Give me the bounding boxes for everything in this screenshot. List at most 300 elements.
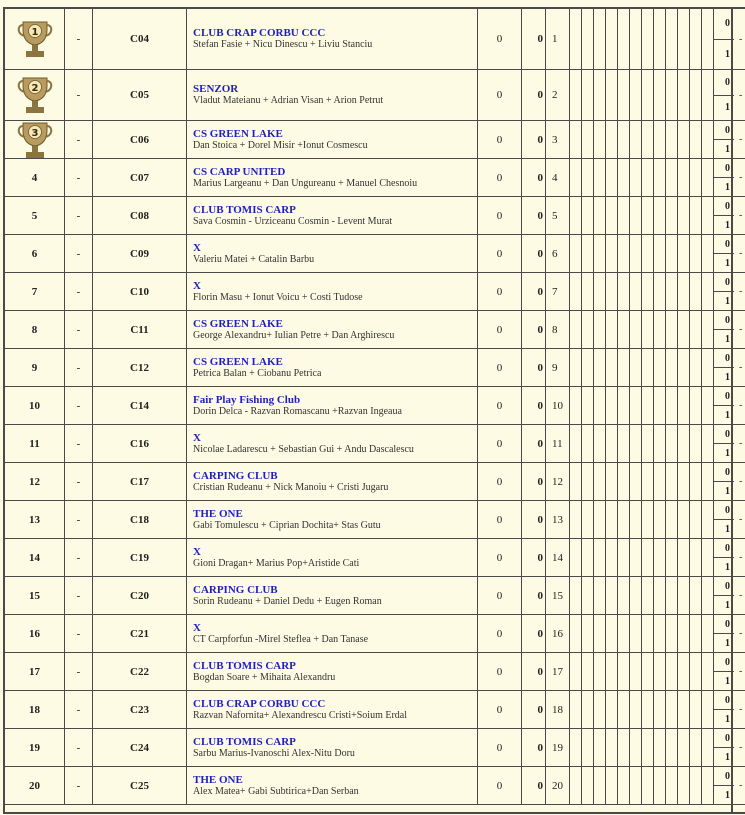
points-value: 0 bbox=[537, 33, 543, 45]
dash-text: - bbox=[76, 285, 81, 298]
code-cell bbox=[93, 235, 187, 272]
team-members: Gabi Tomulescu + Ciprian Dochita+ Stas Gutu bbox=[193, 519, 381, 531]
score-value: 0 bbox=[496, 703, 503, 716]
code-cell bbox=[93, 273, 187, 310]
grid-divider bbox=[689, 159, 690, 196]
grid-divider bbox=[713, 501, 714, 538]
grid-divider bbox=[689, 197, 690, 234]
grid-divider bbox=[617, 767, 618, 804]
grid-divider bbox=[581, 387, 582, 424]
position-cell bbox=[546, 425, 570, 462]
team-name[interactable]: CLUB CRAP CORBU CCC bbox=[193, 27, 326, 39]
grid-divider bbox=[653, 159, 654, 196]
team-code: C23 bbox=[130, 703, 149, 716]
team-cell bbox=[187, 615, 478, 652]
rank-value: 9 bbox=[31, 361, 38, 374]
position-value: 18 bbox=[552, 703, 563, 716]
rank-cell bbox=[5, 539, 65, 576]
points-cell bbox=[522, 729, 546, 766]
grid-divider bbox=[701, 501, 702, 538]
side-dash: - bbox=[739, 172, 743, 183]
sector-top: 0 bbox=[714, 615, 734, 634]
grid-divider bbox=[701, 121, 702, 158]
side-dash: - bbox=[739, 89, 743, 101]
position-cell bbox=[546, 387, 570, 424]
points-value: 0 bbox=[537, 589, 543, 602]
team-code: C24 bbox=[130, 741, 149, 754]
grid-divider bbox=[677, 349, 678, 386]
team-cell bbox=[187, 311, 478, 348]
sector-top: 0 bbox=[714, 691, 734, 710]
score-cell bbox=[478, 311, 522, 348]
team-cell bbox=[187, 349, 478, 386]
side-dash: - bbox=[739, 324, 743, 335]
position-cell bbox=[546, 463, 570, 500]
position-value: 19 bbox=[552, 741, 563, 754]
score-value: 0 bbox=[496, 399, 503, 412]
grid-divider bbox=[629, 425, 630, 462]
grid-divider bbox=[713, 615, 714, 652]
rank-value: 5 bbox=[31, 209, 38, 222]
grid-divider bbox=[665, 349, 666, 386]
rank-cell bbox=[5, 653, 65, 690]
grid-divider bbox=[677, 767, 678, 804]
team-name[interactable]: Fair Play Fishing Club bbox=[193, 393, 301, 406]
team-name[interactable]: X bbox=[193, 621, 201, 634]
team-name[interactable]: THE ONE bbox=[193, 507, 243, 520]
team-members: Valeriu Matei + Catalin Barbu bbox=[193, 253, 315, 265]
score-value: 0 bbox=[496, 247, 503, 260]
team-name[interactable]: THE ONE bbox=[193, 773, 243, 786]
team-code: C06 bbox=[130, 133, 149, 146]
grid-divider bbox=[605, 197, 606, 234]
code-cell bbox=[93, 653, 187, 690]
sector-bottom: 1 bbox=[725, 447, 730, 459]
grid-divider bbox=[665, 197, 666, 234]
team-name[interactable]: CARPING CLUB bbox=[193, 469, 278, 482]
table-row bbox=[5, 159, 745, 197]
grid-divider bbox=[593, 349, 594, 386]
code-cell bbox=[93, 691, 187, 728]
sector-bottom: 1 bbox=[725, 48, 730, 60]
grid-divider bbox=[593, 159, 594, 196]
dash-cell bbox=[65, 729, 93, 766]
grid-divider bbox=[689, 767, 690, 804]
grid-divider bbox=[629, 349, 630, 386]
score-cell bbox=[478, 653, 522, 690]
team-members: Florin Masu + Ionut Voicu + Costi Tudose bbox=[193, 291, 363, 303]
position-cell bbox=[546, 539, 570, 576]
grid-divider bbox=[653, 577, 654, 614]
dash-cell bbox=[65, 387, 93, 424]
grid-divider bbox=[653, 729, 654, 766]
team-name[interactable]: CS GREEN LAKE bbox=[193, 317, 283, 330]
rank-value: 14 bbox=[29, 551, 40, 564]
rank-value: 12 bbox=[29, 475, 40, 488]
sector-bottom: 1 bbox=[725, 675, 730, 687]
dash-text: - bbox=[76, 627, 81, 640]
dash-text: - bbox=[76, 323, 81, 336]
sector-top: 0 bbox=[714, 273, 734, 292]
points-value: 0 bbox=[537, 89, 543, 101]
sector-top: 0 bbox=[714, 349, 734, 368]
grid-divider bbox=[653, 615, 654, 652]
score-cell bbox=[478, 273, 522, 310]
table-row bbox=[5, 425, 745, 463]
dash-text: - bbox=[76, 89, 81, 101]
grid-divider bbox=[701, 235, 702, 272]
grid-divider bbox=[629, 615, 630, 652]
team-name[interactable]: CLUB TOMIS CARP bbox=[193, 735, 296, 748]
rank-cell bbox=[5, 425, 65, 462]
grid-divider bbox=[677, 653, 678, 690]
grid-divider bbox=[701, 311, 702, 348]
grid-divider bbox=[581, 691, 582, 728]
rank-value: 20 bbox=[29, 779, 40, 792]
position-cell bbox=[546, 577, 570, 614]
score-cell bbox=[478, 729, 522, 766]
grid-divider bbox=[617, 463, 618, 500]
side-dash: - bbox=[739, 33, 743, 45]
grid-divider bbox=[701, 70, 702, 120]
score-cell bbox=[478, 425, 522, 462]
team-members: Bogdan Soare + Mihaita Alexandru bbox=[193, 671, 336, 683]
team-cell bbox=[187, 767, 478, 804]
grid-divider bbox=[653, 387, 654, 424]
grid-divider bbox=[701, 729, 702, 766]
sector-top: 0 bbox=[714, 577, 734, 596]
team-name[interactable]: CS GREEN LAKE bbox=[193, 355, 283, 368]
points-value: 0 bbox=[537, 361, 543, 374]
grid-divider bbox=[581, 615, 582, 652]
grid-divider bbox=[677, 121, 678, 158]
dash-text: - bbox=[76, 133, 81, 146]
grid-divider bbox=[593, 615, 594, 652]
points-cell bbox=[522, 387, 546, 424]
sector-top: 0 bbox=[714, 653, 734, 672]
team-name[interactable]: CLUB TOMIS CARP bbox=[193, 659, 296, 672]
score-value: 0 bbox=[496, 475, 503, 488]
position-cell bbox=[546, 9, 570, 69]
team-members: Sarbu Marius-Ivanoschi Alex-Nitu Doru bbox=[193, 747, 355, 759]
grid-divider bbox=[689, 615, 690, 652]
table-row bbox=[5, 387, 745, 425]
team-code: C19 bbox=[130, 551, 149, 564]
rank-cell bbox=[5, 463, 65, 500]
rank-value: 16 bbox=[29, 627, 40, 640]
team-code: C14 bbox=[130, 399, 149, 412]
position-cell bbox=[546, 235, 570, 272]
dash-text: - bbox=[76, 399, 81, 412]
grid-divider bbox=[641, 387, 642, 424]
team-cell bbox=[187, 159, 478, 196]
code-cell bbox=[93, 121, 187, 158]
trophy-rank-number: 2 bbox=[31, 83, 38, 94]
grid-divider bbox=[617, 121, 618, 158]
position-cell bbox=[546, 653, 570, 690]
grid-divider bbox=[677, 577, 678, 614]
grid-divider bbox=[581, 577, 582, 614]
side-dash: - bbox=[739, 476, 743, 487]
grid-divider bbox=[665, 539, 666, 576]
team-members: Vladut Mateianu + Adrian Visan + Arion Petrut bbox=[193, 95, 384, 106]
code-cell bbox=[93, 425, 187, 462]
grid-divider bbox=[665, 615, 666, 652]
side-dash: - bbox=[739, 628, 743, 639]
dash-text: - bbox=[76, 33, 81, 45]
score-cell bbox=[478, 691, 522, 728]
position-value: 14 bbox=[552, 551, 563, 564]
rank-value: 7 bbox=[31, 285, 38, 298]
grid-divider bbox=[605, 311, 606, 348]
score-cell bbox=[478, 539, 522, 576]
points-cell bbox=[522, 121, 546, 158]
position-value: 1 bbox=[552, 33, 558, 45]
table-row bbox=[5, 729, 745, 767]
points-cell bbox=[522, 70, 546, 120]
score-value: 0 bbox=[496, 741, 503, 754]
code-cell bbox=[93, 9, 187, 69]
grid-divider bbox=[713, 653, 714, 690]
points-value: 0 bbox=[537, 627, 543, 640]
points-cell bbox=[522, 767, 546, 804]
side-dash: - bbox=[739, 552, 743, 563]
score-value: 0 bbox=[496, 323, 503, 336]
position-value: 17 bbox=[552, 665, 563, 678]
grid-divider bbox=[701, 159, 702, 196]
team-code: C05 bbox=[130, 89, 149, 101]
team-code: C25 bbox=[130, 779, 149, 792]
grid-divider bbox=[701, 767, 702, 804]
team-name[interactable]: CS CARP UNITED bbox=[193, 165, 286, 178]
team-name[interactable]: X bbox=[193, 279, 201, 292]
dash-cell bbox=[65, 463, 93, 500]
table-row bbox=[5, 235, 745, 273]
sector-top: 0 bbox=[714, 235, 734, 254]
dash-cell bbox=[65, 197, 93, 234]
points-value: 0 bbox=[537, 513, 543, 526]
sector-bottom: 1 bbox=[725, 102, 730, 114]
sector-top: 0 bbox=[714, 159, 734, 178]
grid-divider bbox=[713, 9, 714, 69]
grid-divider bbox=[617, 311, 618, 348]
grid-divider bbox=[713, 425, 714, 462]
grid-divider bbox=[689, 273, 690, 310]
grid-divider bbox=[677, 235, 678, 272]
score-cell bbox=[478, 387, 522, 424]
rank-cell bbox=[5, 311, 65, 348]
team-name[interactable]: CARPING CLUB bbox=[193, 583, 278, 596]
grid-divider bbox=[629, 235, 630, 272]
grid-divider bbox=[605, 70, 606, 120]
sector-bottom: 1 bbox=[725, 143, 730, 155]
grid-divider bbox=[689, 311, 690, 348]
grid-divider bbox=[713, 159, 714, 196]
grid-divider bbox=[665, 70, 666, 120]
position-cell bbox=[546, 501, 570, 538]
grid-divider bbox=[617, 615, 618, 652]
grid-divider bbox=[617, 70, 618, 120]
grid-divider bbox=[617, 349, 618, 386]
grid-divider bbox=[629, 121, 630, 158]
grid-divider bbox=[581, 767, 582, 804]
points-cell bbox=[522, 539, 546, 576]
code-cell bbox=[93, 463, 187, 500]
code-cell bbox=[93, 349, 187, 386]
grid-divider bbox=[593, 9, 594, 69]
grid-divider bbox=[581, 70, 582, 120]
grid-divider bbox=[701, 615, 702, 652]
team-code: C08 bbox=[130, 209, 149, 222]
position-cell bbox=[546, 349, 570, 386]
table-row bbox=[5, 70, 745, 121]
grid-divider bbox=[701, 577, 702, 614]
grid-divider bbox=[641, 311, 642, 348]
sector-top: 0 bbox=[714, 311, 734, 330]
score-value: 0 bbox=[496, 171, 503, 184]
code-cell bbox=[93, 539, 187, 576]
grid-divider bbox=[653, 767, 654, 804]
trophy-icon bbox=[15, 74, 55, 116]
grid-divider bbox=[689, 691, 690, 728]
grid-divider bbox=[605, 501, 606, 538]
side-dash: - bbox=[739, 362, 743, 373]
team-name[interactable]: CLUB TOMIS CARP bbox=[193, 203, 296, 216]
grid-divider bbox=[653, 235, 654, 272]
grid-divider bbox=[689, 349, 690, 386]
sector-top: 0 bbox=[714, 729, 734, 748]
dash-text: - bbox=[76, 779, 81, 792]
team-code: C07 bbox=[130, 171, 149, 184]
rank-cell bbox=[5, 691, 65, 728]
grid-divider bbox=[605, 729, 606, 766]
code-cell bbox=[93, 615, 187, 652]
grid-divider bbox=[677, 197, 678, 234]
code-cell bbox=[93, 577, 187, 614]
grid-divider bbox=[677, 615, 678, 652]
grid-divider bbox=[713, 197, 714, 234]
score-cell bbox=[478, 9, 522, 69]
points-value: 0 bbox=[537, 171, 543, 184]
grid-divider bbox=[617, 9, 618, 69]
team-name[interactable]: X bbox=[193, 431, 201, 444]
score-cell bbox=[478, 70, 522, 120]
grid-divider bbox=[629, 311, 630, 348]
grid-divider bbox=[617, 653, 618, 690]
team-cell bbox=[187, 539, 478, 576]
grid-divider bbox=[617, 197, 618, 234]
team-name[interactable]: CS GREEN LAKE bbox=[193, 127, 283, 140]
grid-divider bbox=[629, 463, 630, 500]
points-cell bbox=[522, 615, 546, 652]
dash-cell bbox=[65, 349, 93, 386]
score-cell bbox=[478, 121, 522, 158]
sector-bottom: 1 bbox=[725, 599, 730, 611]
side-dash: - bbox=[739, 704, 743, 715]
grid-divider bbox=[713, 70, 714, 120]
score-cell bbox=[478, 577, 522, 614]
sector-bottom: 1 bbox=[725, 713, 730, 725]
points-value: 0 bbox=[537, 323, 543, 336]
grid-divider bbox=[689, 729, 690, 766]
table-row bbox=[5, 501, 745, 539]
grid-divider bbox=[641, 691, 642, 728]
team-name[interactable]: X bbox=[193, 241, 201, 254]
code-cell bbox=[93, 311, 187, 348]
team-name[interactable]: CLUB CRAP CORBU CCC bbox=[193, 697, 326, 710]
grid-divider bbox=[713, 235, 714, 272]
team-name[interactable]: SENZOR bbox=[193, 83, 239, 95]
grid-divider bbox=[629, 653, 630, 690]
sector-top: 0 bbox=[714, 197, 734, 216]
position-value: 10 bbox=[552, 399, 563, 412]
grid-divider bbox=[641, 463, 642, 500]
side-dash: - bbox=[739, 590, 743, 601]
team-members: Gioni Dragan+ Marius Pop+Aristide Cati bbox=[193, 557, 360, 569]
sector-top: 0 bbox=[714, 121, 734, 140]
grid-divider bbox=[653, 653, 654, 690]
grid-divider bbox=[713, 273, 714, 310]
table-row bbox=[5, 577, 745, 615]
side-dash: - bbox=[739, 248, 743, 259]
grid-divider bbox=[653, 539, 654, 576]
grid-divider bbox=[641, 653, 642, 690]
grid-divider bbox=[581, 311, 582, 348]
team-members: George Alexandru+ Iulian Petre + Dan Arghirescu bbox=[193, 329, 395, 341]
grid-divider bbox=[677, 273, 678, 310]
grid-divider bbox=[689, 577, 690, 614]
points-cell bbox=[522, 653, 546, 690]
position-cell bbox=[546, 691, 570, 728]
team-cell bbox=[187, 197, 478, 234]
rank-value: 6 bbox=[31, 247, 38, 260]
team-members: Dan Stoica + Dorel Misir +Ionut Cosmescu bbox=[193, 139, 368, 151]
points-cell bbox=[522, 273, 546, 310]
team-name[interactable]: X bbox=[193, 545, 201, 558]
sector-bottom: 1 bbox=[725, 257, 730, 269]
code-cell bbox=[93, 767, 187, 804]
grid-divider bbox=[617, 691, 618, 728]
grid-divider bbox=[665, 159, 666, 196]
grid-divider bbox=[665, 577, 666, 614]
table-row bbox=[5, 615, 745, 653]
position-value: 12 bbox=[552, 475, 563, 488]
points-cell bbox=[522, 159, 546, 196]
dash-cell bbox=[65, 235, 93, 272]
sector-top: 0 bbox=[714, 463, 734, 482]
score-cell bbox=[478, 197, 522, 234]
sector-bottom: 1 bbox=[725, 523, 730, 535]
grid-divider bbox=[581, 653, 582, 690]
grid-divider bbox=[713, 311, 714, 348]
team-members: Sava Cosmin - Urziceanu Cosmin - Levent Murat bbox=[193, 215, 393, 227]
grid-divider bbox=[605, 767, 606, 804]
grid-divider bbox=[641, 539, 642, 576]
grid-divider bbox=[701, 463, 702, 500]
sector-bottom: 1 bbox=[725, 181, 730, 193]
grid-divider bbox=[701, 425, 702, 462]
position-cell bbox=[546, 311, 570, 348]
grid-divider bbox=[581, 235, 582, 272]
points-value: 0 bbox=[537, 285, 543, 298]
grid-divider bbox=[581, 463, 582, 500]
sector-top: 0 bbox=[714, 9, 734, 40]
table-row bbox=[5, 691, 745, 729]
team-cell bbox=[187, 501, 478, 538]
sector-bottom: 1 bbox=[725, 219, 730, 231]
table-row bbox=[5, 539, 745, 577]
grid-divider bbox=[653, 501, 654, 538]
